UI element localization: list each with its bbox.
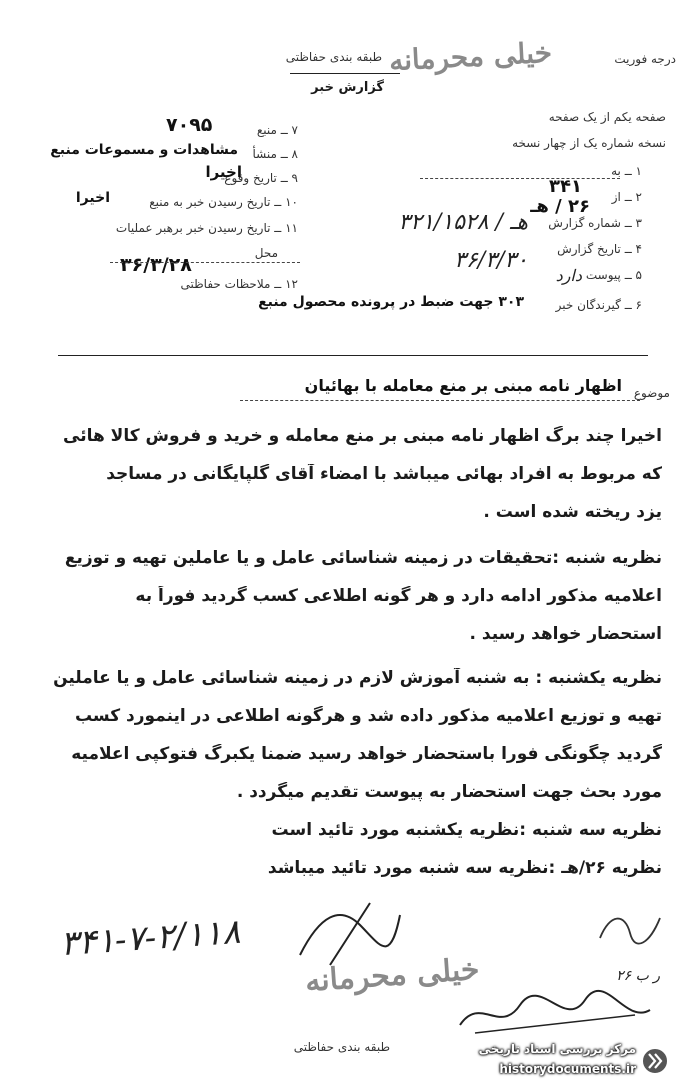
body-line: اخیرا چند برگ اظهار نامه مبنی بر منع معامله و خرید و فروش کالا هائی — [63, 426, 662, 446]
body-line: مورد بحث جهت استحضار به پیوست تقدیم میگردد . — [236, 782, 662, 802]
place-label: محل — [254, 246, 278, 260]
watermark — [440, 1040, 670, 1084]
received-ops-label: ۱۱ ــ تاریخ رسیدن خبر برهبر عملیات — [115, 221, 298, 235]
source-label: ۷ ــ منبع — [256, 123, 298, 137]
body-line: که مربوط به افراد بهائی میباشد با امضاء آقای گلپایگانی در مساجد — [106, 464, 662, 484]
event-date-label: ۹ ــ تاریخ وقوع — [224, 171, 298, 185]
priority-label: درجه فوریت — [614, 52, 676, 66]
classification-label-bottom: طبقه بندی حفاظتی — [293, 1040, 390, 1054]
to-line — [420, 178, 620, 179]
remarks-label: ۱۲ ــ ملاحظات حفاظتی — [180, 277, 298, 291]
attachment-value: دارد — [555, 266, 582, 285]
origin-label: ۸ ــ منشأ — [252, 147, 298, 161]
attachment-label: ۵ ــ پیوست — [585, 268, 642, 282]
report-date-value: ۳۶/۳/۳۰ — [454, 248, 528, 273]
report-date-label: ۴ ــ تاریخ گزارش — [557, 242, 642, 256]
body-line: نظریه سه شنبه :نظریه یکشنبه مورد تائید است — [271, 820, 662, 840]
to-value: ۳۴۱ — [549, 176, 582, 197]
to-label: ۱ ــ به — [611, 164, 642, 178]
recipients-value: ۳۰۳ جهت ضبط در پرونده محصول منبع — [258, 294, 524, 310]
body-line: نظریه یکشنبه : به شنبه آموزش لازم در زمینه شناسائی عامل و یا عاملین — [53, 668, 662, 688]
classification-label-top: طبقه بندی حفاظتی — [285, 50, 382, 64]
watermark-logo-icon — [640, 1046, 670, 1076]
initials-mark-right — [595, 908, 665, 948]
subject-value: اظهار نامه مبنی بر منع معامله با بهائیان — [304, 376, 622, 395]
watermark-url: historydocuments.ir — [499, 1062, 636, 1076]
report-number-label: ۳ ــ شماره گزارش — [548, 216, 642, 230]
hand-note-right: ۲۶ ر ب — [616, 968, 660, 984]
body-line: تهیه و توزیع اعلامیه مذکور داده شد و هرگونه اطلاعی در اینمورد کسب — [74, 706, 662, 726]
received-source-value: اخیرا — [75, 190, 110, 206]
copy-line: نسخه شماره یک از چهار نسخه — [512, 136, 666, 150]
page-line: صفحه یکم از یک صفحه — [548, 110, 666, 124]
footer-stamp: خیلی محرمانه — [304, 951, 482, 1000]
body-line: نظریه ۲۶/هـ :نظریه سه شنبه مورد تائید میباشد — [267, 858, 662, 878]
received-source-label: ۱۰ ــ تاریخ رسیدن خبر به منبع — [149, 195, 298, 209]
watermark-text: مرکز بررسی اسناد تاریخی — [478, 1042, 636, 1056]
body-line: نظریه شنبه :تحقیقات در زمینه شناسائی عامل و یا عاملین تهیه و توزیع — [64, 548, 662, 568]
body-line: اعلامیه مذکور ادامه دارد و هر گونه اطلاعی کسب گردید فوراً به — [135, 586, 662, 606]
body-line: گردید چگونگی فورا باستحضار خواهد رسید ضمنا یکبرگ فتوکپی اعلامیه — [71, 744, 662, 764]
classification-stamp: خیلی محرمانه — [388, 35, 553, 78]
from-value: ۲۶ / هـ — [530, 196, 590, 217]
from-label: ۲ ــ از — [611, 190, 642, 204]
signature-mark-bottom — [455, 985, 655, 1040]
document-type: گزارش خبر — [311, 80, 384, 95]
subject-line — [240, 400, 640, 401]
report-number-value: ۳۲۱/۱۵۲۸ / هـ — [398, 210, 528, 235]
body-line: استحضار خواهد رسید . — [469, 624, 662, 644]
header-underline — [290, 73, 400, 74]
recipients-label: ۶ ــ گیرندگان خبر — [555, 298, 642, 312]
place-dotted-line — [110, 262, 300, 263]
origin-value: مشاهدات و مسموعات منبع — [50, 142, 238, 158]
event-date-value: اخیرا — [205, 163, 242, 181]
handwritten-number: ۳۴۱-۷-۲/۱۱۸ — [58, 911, 242, 965]
body-line: یزد ریخته شده است . — [483, 502, 662, 522]
place-value: ۳۶/۳/۲۸ — [120, 254, 192, 276]
source-value: ۷۰۹۵ — [166, 114, 213, 136]
header-divider — [58, 355, 648, 356]
subject-label: موضوع — [633, 386, 670, 400]
